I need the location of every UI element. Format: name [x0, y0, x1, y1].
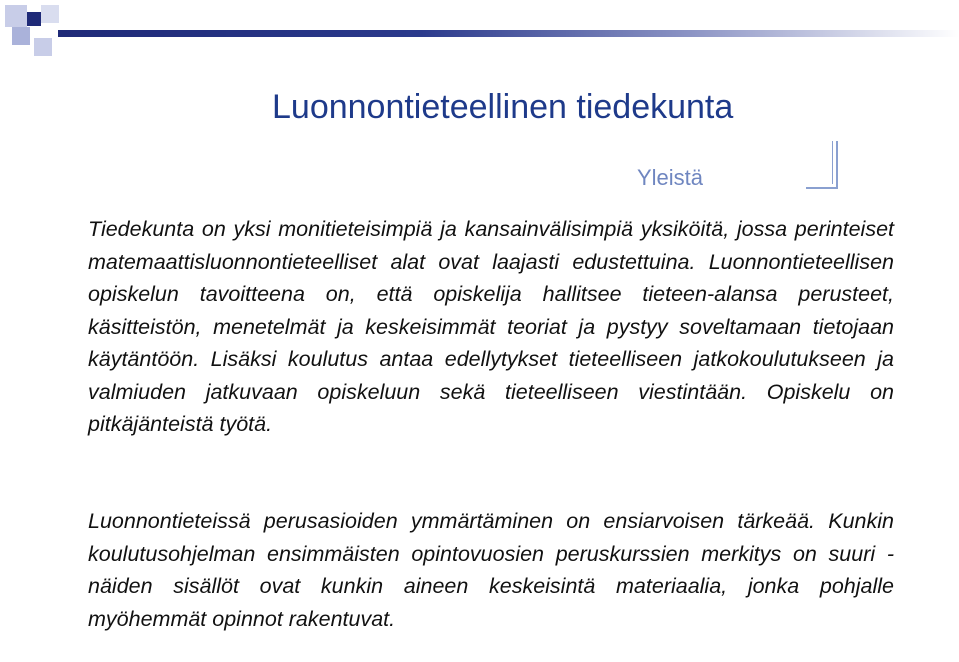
subtitle-bracket	[806, 141, 838, 189]
deco-square	[12, 27, 30, 45]
deco-square	[5, 5, 27, 27]
deco-square	[41, 5, 59, 23]
body-paragraph-2: Luonnontieteissä perusasioiden ymmärtäminen on ensiarvoisen tärkeää. Kunkin koulutusohjelman ensimmäisten opintovuosien peruskurssien merkitys on suuri - näiden sisällöt ovat kunkin aineen keskeisintä materiaalia, jonka pohjalle myöhemmät opinnot rakentuvat.	[88, 509, 894, 631]
body-paragraph-1: Tiedekunta on yksi monitieteisimpiä ja kansainvälisimpiä yksiköitä, jossa perinteiset matemaattisluonnontieteelliset alat ovat laajasti edustettuina. Luonnontieteellisen opiskelun tavoitteena on, että opiskelija hallitsee tieteen-alansa perusteet, käsitteistön, menetelmät ja keskeisimmät teoriat ja pystyy soveltamaan tietojaan käytäntöön. Lisäksi koulutus antaa edellytykset tieteelliseen jatkokoulutukseen ja valmiuden jatkuvaan opiskeluun sekä tieteelliseen viestintään. Opiskelu on pitkäjänteistä työtä.	[88, 217, 894, 436]
deco-square	[34, 38, 52, 56]
slide-title: Luonnontieteellinen tiedekunta	[272, 88, 734, 126]
slide-subtitle: Yleistä	[637, 165, 704, 190]
deco-square	[27, 12, 41, 26]
header-bar	[58, 30, 959, 37]
